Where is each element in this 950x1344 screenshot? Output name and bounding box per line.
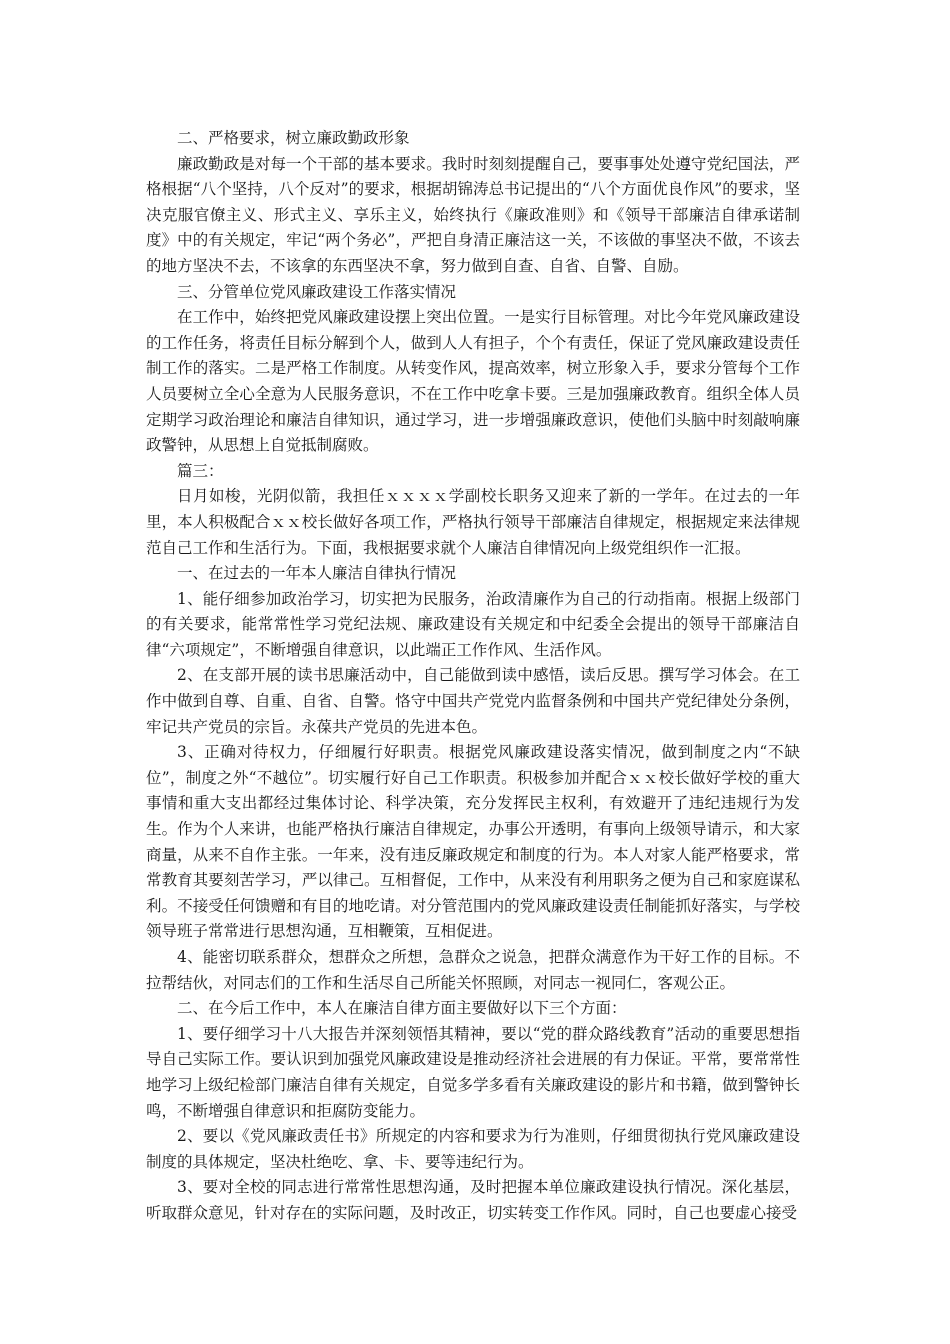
body-paragraph: 1、要仔细学习十八大报告并深刻领悟其精神，要以“党的群众路线教育”活动的重要思想指导自己实际工作。要认识到加强党风廉政建设是推动经济社会进展的有力保证。平常，要常常性地学习上级纪检部门廉洁自律有关规定，自觉多学多看有关廉政建设的影片和书籍，做到警钟长鸣，不断增强自律意识和拒腐防变能力。 <box>146 1024 800 1120</box>
section-heading: 二、严格要求，树立廉政勤政形象 <box>177 129 410 147</box>
body-paragraph: 3、正确对待权力，仔细履行好职责。根据党风廉政建设落实情况，做到制度之内“不缺位”，制度之外“不越位”。切实履行好自己工作职责。积极参加并配合ｘｘ校长做好学校的重大事情和重大支出都经过集体讨论、科学决策，充分发挥民主权利，有效避开了违纪违规行为发生。作为个人来讲，也能严格执行廉洁自律规定，办事公开透明，有事向上级领导请示，和大家商量，从来不自作主张。一年来，没有违反廉政规定和制度的行为。本人对家人能严格要求，常常教育其要刻苦学习，严以律己。互相督促，工作中，从来没有利用职务之便为自己和家庭谋私利。不接受任何馈赠和有目的地吃请。对分管范围内的党风廉政建设责任制能抓好落实，与学校领导班子常常进行思想沟通，互相鞭策，互相促进。 <box>146 743 800 941</box>
section-heading: 一、在过去的一年本人廉洁自律执行情况 <box>177 564 457 583</box>
body-paragraph: 2、要以《党风廉政责任书》所规定的内容和要求为行为准则，仔细贯彻执行党风廉政建设制度的具体规定，坚决杜绝吃、拿、卡、要等违纪行为。 <box>146 1127 800 1171</box>
body-paragraph: 廉政勤政是对每一个干部的基本要求。我时时刻刻提醒自己，要事事处处遵守党纪国法，严格根据“八个坚持，八个反对”的要求，根据胡锦涛总书记提出的“八个方面优良作风”的要求，坚决克服官僚主义、形式主义、享乐主义，始终执行《廉政准则》和《领导干部廉洁自律承诺制度》中的有关规定，牢记“两个务必”，严把自身清正廉洁这一关，不该做的事坚决不做，不该去的地方坚决不去，不该拿的东西坚决不拿，努力做到自查、自省、自警、自励。 <box>146 154 800 275</box>
body-paragraph: 日月如梭，光阴似箭，我担任ｘｘｘｘ学副校长职务又迎来了新的一学年。在过去的一年里，本人积极配合ｘｘ校长做好各项工作，严格执行领导干部廉洁自律规定，根据规定来法律规范自己工作和生活行为。下面，我根据要求就个人廉洁自律情况向上级党组织作一汇报。 <box>146 487 800 557</box>
body-paragraph: 2、在支部开展的读书思廉活动中，自己能做到读中感悟，读后反思。撰写学习体会。在工作中做到自尊、自重、自省、自警。恪守中国共产党党内监督条例和中国共产党纪律处分条例，牢记共产党员的宗旨。永葆共产党员的先进本色。 <box>146 666 800 736</box>
body-paragraph: 在工作中，始终把党风廉政建设摆上突出位置。一是实行目标管理。对比今年党风廉政建设的工作任务，将责任目标分解到个人，做到人人有担子，个个有责任，保证了党风廉政建设责任制工作的落实。二是严格工作制度。从转变作风，提高效率，树立形象入手，要求分管每个工作人员要树立全心全意为人民服务意识，不在工作中吃拿卡要。三是加强廉政教育。组织全体人员定期学习政治理论和廉洁自律知识，通过学习，进一步增强廉政意识，使他们头脑中时刻敲响廉政警钟，从思想上自觉抵制腐败。 <box>146 308 800 455</box>
body-paragraph: 1、能仔细参加政治学习，切实把为民服务，治政清廉作为自己的行动指南。根据上级部门的有关要求，能常常性学习党纪法规、廉政建设有关规定和中纪委全会提出的领导干部廉洁自律“六项规定”，不断增强自律意识，以此端正工作作风、生活作风。 <box>146 589 800 659</box>
body-paragraph: 3、要对全校的同志进行常常性思想沟通，及时把握本单位廉政建设执行情况。深化基层，听取群众意见，针对存在的实际问题，及时改正，切实转变工作作风。同时，自己也要虚心接受 <box>146 1178 800 1222</box>
section-heading: 二、在今后工作中，本人在廉洁自律方面主要做好以下三个方面： <box>177 999 627 1018</box>
section-heading: 三、分管单位党风廉政建设工作落实情况 <box>177 282 457 301</box>
body-paragraph: 4、能密切联系群众，想群众之所想，急群众之说急，把群众满意作为干好工作的目标。不拉帮结伙，对同志们的工作和生活尽自己所能关怀照顾，对同志一视同仁，客观公正。 <box>146 948 800 992</box>
chapter-heading: 篇三： <box>177 461 224 480</box>
